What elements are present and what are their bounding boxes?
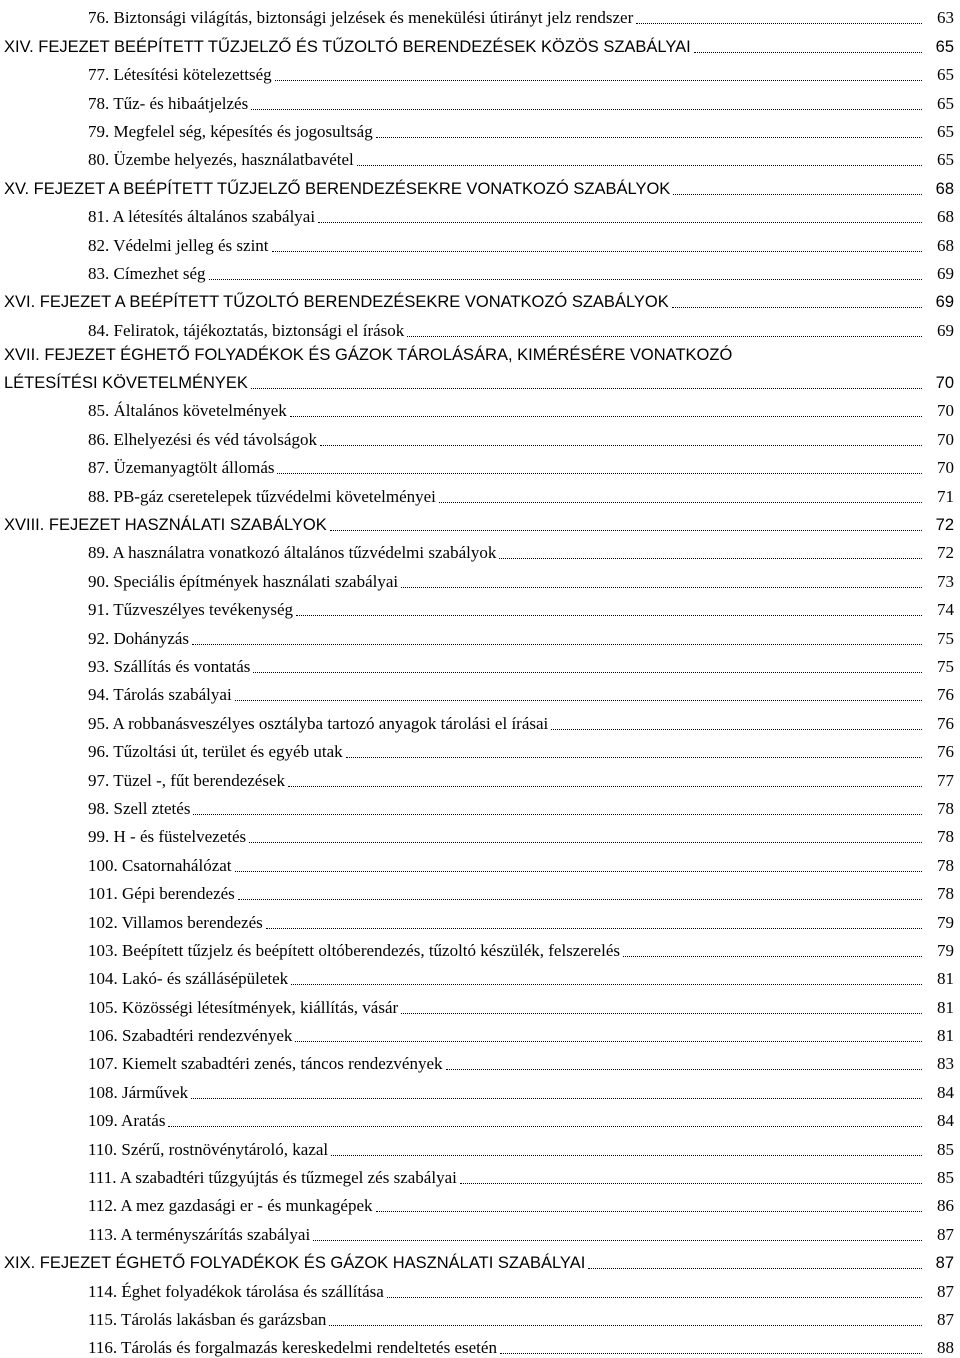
dot-leader [277,472,922,474]
toc-page-number: 68 [937,235,954,255]
toc-page-number: 78 [937,798,954,818]
dot-leader [235,699,922,701]
toc-entry-title: 83. Címezhet ség [88,264,209,284]
toc-page-number: 70 [937,458,954,478]
toc-page-number: 75 [937,656,954,676]
toc-page-number: 68 [937,207,954,227]
toc-page-number: 87 [935,1254,954,1273]
toc-section-entry[interactable] [0,1188,960,1216]
toc-entry-title: LÉTESÍTÉSI KÖVETELMÉNYEK [4,373,251,393]
dot-leader [235,870,922,872]
toc-page-number: 70 [935,374,954,393]
toc-page-number: 70 [937,401,954,421]
toc-page-number: 72 [935,516,954,535]
dot-leader [460,1182,922,1184]
toc-entry-title: 114. Éghet folyadékok tárolása és szállítása [88,1282,387,1302]
dot-leader [636,22,922,24]
toc-section-entry[interactable] [0,1074,960,1102]
toc-page-number: 76 [937,742,954,762]
toc-entry-title: 111. A szabadtéri tűzgyújtás és tűzmegel zés szabályai [88,1168,460,1188]
dot-leader [318,221,922,223]
toc-page-number: 83 [937,1054,954,1074]
toc-entry-title: 92. Dohányzás [88,629,192,649]
toc-chapter-entry[interactable] [0,507,960,535]
toc-section-entry[interactable] [0,649,960,677]
toc-section-entry[interactable] [0,847,960,875]
toc-section-entry[interactable] [0,535,960,563]
toc-entry-title: 116. Tárolás és forgalmazás kereskedelmi rendeltetés esetén [88,1338,500,1358]
dot-leader [266,927,922,929]
dot-leader [376,1210,923,1212]
toc-entry-title: XIX. FEJEZET ÉGHETŐ FOLYADÉKOK ÉS GÁZOK HASZNÁLATI SZABÁLYAI [4,1253,588,1273]
toc-section-entry[interactable] [0,989,960,1017]
toc-page-number: 69 [937,320,954,340]
toc-section-entry[interactable] [0,199,960,227]
dot-leader [357,164,922,166]
toc-entry-title: 109. Aratás [88,1111,168,1131]
toc-entry-title: 99. H - és füstelvezetés [88,827,249,847]
toc-chapter-entry[interactable] [0,1245,960,1273]
toc-page-number: 69 [937,263,954,283]
toc-page-number: 65 [937,150,954,170]
toc-page-number: 73 [937,571,954,591]
toc-page-number: 85 [937,1139,954,1159]
toc-section-entry[interactable] [0,393,960,421]
toc-section-entry[interactable] [0,478,960,506]
toc-entry-title: 105. Közösségi létesítmények, kiállítás, vásár [88,998,401,1018]
toc-section-entry[interactable] [0,57,960,85]
toc-entry-title: 98. Szell ztetés [88,799,193,819]
dot-leader [251,387,922,389]
toc-section-entry[interactable] [0,450,960,478]
toc-page-number: 87 [937,1281,954,1301]
toc-page-number: 65 [937,65,954,85]
dot-leader [499,557,922,559]
dot-leader [672,306,922,308]
toc-section-entry[interactable] [0,762,960,790]
toc-section-entry[interactable] [0,1046,960,1074]
toc-section-entry[interactable] [0,227,960,255]
toc-entry-title: XVIII. FEJEZET HASZNÁLATI SZABÁLYOK [4,515,330,535]
toc-entry-title: 110. Szérű, rostnövénytároló, kazal [88,1140,331,1160]
toc-section-entry[interactable] [0,961,960,989]
dot-leader [376,136,922,138]
toc-page-number: 86 [937,1196,954,1216]
dot-leader [251,108,922,110]
dot-leader [313,1239,922,1241]
toc-page-number: 78 [937,884,954,904]
toc-section-entry[interactable] [0,85,960,113]
toc-section-entry[interactable] [0,791,960,819]
toc-entry-title: 94. Tárolás szabályai [88,685,235,705]
toc-section-entry[interactable] [0,1131,960,1159]
toc-page-number: 81 [937,997,954,1017]
dot-leader [331,1154,922,1156]
toc-page-number: 78 [937,827,954,847]
toc-entry-title: 107. Kiemelt szabadtéri zenés, táncos rendezvények [88,1054,446,1074]
toc-page-number: 74 [937,600,954,620]
toc-entry-title: XIV. FEJEZET BEÉPÍTETT TŰZJELZŐ ÉS TŰZOLTÓ BERENDEZÉSEK KÖZÖS SZABÁLYAI [4,37,694,57]
toc-page-number: 77 [937,770,954,790]
toc-page-number: 71 [937,486,954,506]
toc-entry-title: 77. Létesítési kötelezettség [88,65,275,85]
toc-entry-title: 91. Tűzveszélyes tevékenység [88,600,296,620]
toc-entry-title: 95. A robbanásveszélyes osztályba tartozó anyagok tárolási el írásai [88,714,551,734]
toc-chapter-entry[interactable] [0,170,960,198]
toc-entry-title: 85. Általános követelmények [88,401,290,421]
toc-page-number: 76 [937,685,954,705]
toc-entry-title: 87. Üzemanyagtölt állomás [88,458,277,478]
dot-leader [238,898,922,900]
toc-entry-title: 93. Szállítás és vontatás [88,657,253,677]
dot-leader [275,79,922,81]
toc-entry-title: 115. Tárolás lakásban és garázsban [88,1310,329,1330]
dot-leader [272,250,922,252]
toc-entry-title: 89. A használatra vonatkozó általános tűzvédelmi szabályok [88,543,499,563]
dot-leader [168,1125,922,1127]
toc-section-entry[interactable] [0,114,960,142]
toc-section-entry[interactable] [0,312,960,340]
dot-leader [288,785,922,787]
dot-leader [623,955,922,957]
toc-entry-title: 76. Biztonsági világítás, biztonsági jelzések és menekülési útirányt jelz rendszer [88,8,636,28]
toc-page-number: 72 [937,543,954,563]
dot-leader [193,813,922,815]
toc-entry-title: XVII. FEJEZET ÉGHETŐ FOLYADÉKOK ÉS GÁZOK TÁROLÁSÁRA, KIMÉRÉSÉRE VONATKOZÓ [4,345,733,364]
dot-leader [209,278,922,280]
toc-page-number: 65 [935,37,954,56]
toc-entry-title: 96. Tűzoltási út, terület és egyéb utak [88,742,346,762]
toc-section-entry[interactable] [0,677,960,705]
toc-entry-title: 103. Beépített tűzjelz és beépített oltóberendezés, tűzoltó készülék, felszerelés [88,941,623,961]
toc-entry-title: 101. Gépi berendezés [88,884,238,904]
toc-page-number: 63 [937,8,954,28]
dot-leader [446,1068,923,1070]
toc-section-entry[interactable] [0,256,960,284]
dot-leader [330,529,922,531]
toc-section-entry[interactable] [0,705,960,733]
toc-entry-title: 97. Tüzel -, fűt berendezések [88,771,288,791]
toc-page-number: 81 [937,969,954,989]
toc-page-number: 87 [937,1309,954,1329]
toc-entry-title: 82. Védelmi jelleg és szint [88,236,272,256]
toc-page-number: 68 [935,179,954,198]
toc-entry-title: 100. Csatornahálózat [88,856,235,876]
toc-section-entry[interactable] [0,904,960,932]
dot-leader [401,586,922,588]
toc-entry-title: 90. Speciális építmények használati szabályai [88,572,401,592]
toc-page-number: 79 [937,940,954,960]
toc-section-entry[interactable] [0,819,960,847]
toc-entry-title: 84. Feliratok, tájékoztatás, biztonsági el írások [88,321,407,341]
toc-section-entry[interactable] [0,933,960,961]
toc-entry-title: 78. Tűz- és hibaátjelzés [88,94,251,114]
toc-chapter-entry[interactable] [0,341,960,365]
dot-leader [291,983,922,985]
dot-leader [673,193,922,195]
toc-entry-title: 104. Lakó- és szállásépületek [88,969,291,989]
toc-section-entry[interactable] [0,1216,960,1244]
toc-page-number: 70 [937,429,954,449]
toc-chapter-entry[interactable] [0,365,960,393]
dot-leader [694,51,922,53]
toc-page-number: 85 [937,1168,954,1188]
toc-page-number: 79 [937,912,954,932]
toc-section-entry[interactable] [0,1018,960,1046]
toc-section-entry[interactable] [0,421,960,449]
toc-entry-title: 88. PB-gáz cseretelepek tűzvédelmi követelményei [88,487,439,507]
toc-page-number: 84 [937,1082,954,1102]
dot-leader [500,1352,922,1354]
dot-leader [387,1296,922,1298]
toc-page-number: 65 [937,93,954,113]
toc-page-number: 84 [937,1111,954,1131]
toc-entry-title: 102. Villamos berendezés [88,913,266,933]
toc-page-number: 75 [937,628,954,648]
dot-leader [295,1040,922,1042]
dot-leader [296,614,922,616]
toc-section-entry[interactable] [0,1160,960,1188]
toc-page-number: 76 [937,713,954,733]
dot-leader [439,501,922,503]
dot-leader [551,728,922,730]
toc-entry-title: 81. A létesítés általános szabályai [88,207,318,227]
dot-leader [253,671,922,673]
toc-section-entry[interactable] [0,563,960,591]
toc-page-number: 69 [935,293,954,312]
toc-page-number: 88 [937,1338,954,1358]
toc-entry-title: 108. Járművek [88,1083,191,1103]
toc-page-number: 65 [937,121,954,141]
dot-leader [407,335,922,337]
dot-leader [191,1097,922,1099]
dot-leader [346,756,922,758]
dot-leader [249,841,922,843]
toc-section-entry[interactable] [0,592,960,620]
toc-chapter-entry[interactable] [0,284,960,312]
toc-entry-title: 113. A terményszárítás szabályai [88,1225,313,1245]
toc-entry-title: 106. Szabadtéri rendezvények [88,1026,295,1046]
toc-section-entry[interactable] [0,620,960,648]
dot-leader [588,1267,922,1269]
toc-section-entry[interactable] [0,1103,960,1131]
toc-section-entry[interactable] [0,1330,960,1358]
toc-page-number: 78 [937,855,954,875]
toc-entry-title: 112. A mez gazdasági er - és munkagépek [88,1196,376,1216]
toc-entry-title: XV. FEJEZET A BEÉPÍTETT TŰZJELZŐ BERENDEZÉSEKRE VONATKOZÓ SZABÁLYOK [4,179,673,199]
dot-leader [192,643,922,645]
toc-entry-title: XVI. FEJEZET A BEÉPÍTETT TŰZOLTÓ BERENDEZÉSEKRE VONATKOZÓ SZABÁLYOK [4,292,672,312]
toc-entry-title: 86. Elhelyezési és véd távolságok [88,430,320,450]
toc-chapter-entry[interactable] [0,28,960,56]
dot-leader [401,1012,922,1014]
toc-section-entry[interactable] [0,1302,960,1330]
dot-leader [329,1324,922,1326]
toc-section-entry[interactable] [0,1273,960,1301]
dot-leader [320,444,922,446]
toc-page-number: 81 [937,1026,954,1046]
toc-page-number: 87 [937,1224,954,1244]
toc-section-entry[interactable] [0,734,960,762]
toc-entry-title: 80. Üzembe helyezés, használatbavétel [88,150,357,170]
toc-entry-title: 79. Megfelel ség, képesítés és jogosultság [88,122,376,142]
toc-section-entry[interactable] [0,0,960,28]
toc-section-entry[interactable] [0,876,960,904]
dot-leader [290,415,922,417]
toc-section-entry[interactable] [0,142,960,170]
